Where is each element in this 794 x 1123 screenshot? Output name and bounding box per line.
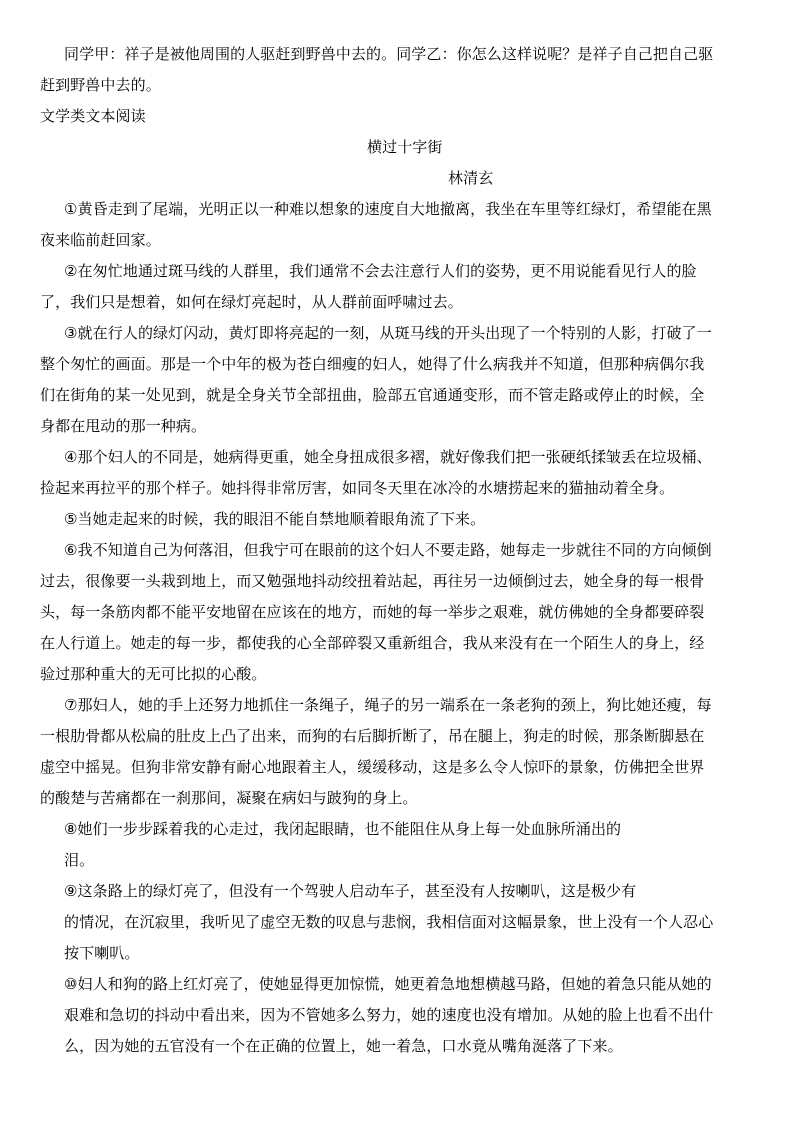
paragraph-line: 身都在甩动的那一种病。	[40, 417, 207, 435]
paragraph-line: 泪。	[64, 851, 95, 869]
paragraph-line: 按下喇叭。	[64, 944, 140, 962]
paragraph-line: ⑨这条路上的绿灯亮了，但没有一个驾驶人启动车子，甚至没有人按喇叭，这是极少有	[64, 882, 637, 900]
paragraph-line: 们在街角的某一处见到，就是全身关节全部扭曲，脸部五官通通变形，而不管走路或停止的时候，全	[40, 386, 705, 404]
paragraph-line: 的情况，在沉寂里，我听见了虚空无数的叹息与悲悯，我相信面对这幅景象，世上没有一个人忍心	[64, 913, 714, 931]
paragraph-line: ③就在行人的绿灯闪动，黄灯即将亮起的一刻，从斑马线的开头出现了一个特别的人影，打破了一	[64, 324, 712, 342]
paragraph-line: 的酸楚与苦痛都在一刹那间，凝聚在病妇与跛狗的身上。	[40, 789, 418, 807]
paragraph-line: ④那个妇人的不同是，她病得更重，她全身扭成很多褶，就好像我们把一张硬纸揉皱丢在垃圾桶、	[64, 448, 712, 466]
paragraph-line: ⑦那妇人，她的手上还努力地抓住一条绳子，绳子的另一端系在一条老狗的颈上，狗比她还瘦，每	[64, 696, 712, 714]
paragraph-line: ⑧她们一步步踩着我的心走过，我闭起眼睛，也不能阻住从身上每一处血脉所涌出的	[64, 820, 622, 838]
paragraph-line: ②在匆忙地通过斑马线的人群里，我们通常不会去注意行人们的姿势，更不用说能看见行人的脸	[64, 262, 697, 280]
paragraph-line: ⑤当她走起来的时候，我的眼泪不能自禁地顺着眼角流了下来。	[64, 510, 486, 528]
paragraph-line: 捡起来再拉平的那个样子。她抖得非常厉害，如同冬天里在冰冷的水塘捞起来的猫抽动着全身。	[40, 479, 675, 497]
paragraph-line: 一根肋骨都从松扁的肚皮上凸了出来，而狗的右后脚折断了，吊在腿上，狗走的时候，那条断脚悬在	[40, 727, 705, 745]
article-author: 林清玄	[448, 169, 494, 187]
paragraph-line: ①黄昏走到了尾端，光明正以一种难以想象的速度自大地撤离，我坐在车里等红绿灯，希望能在黑	[64, 200, 712, 218]
paragraph-line: 验过那种重大的无可比拟的心酸。	[40, 665, 267, 683]
paragraph-line: 了，我们只是想着，如何在绿灯亮起时，从人群前面呼啸过去。	[40, 293, 463, 311]
text-line: 赶到野兽中去的。	[40, 76, 161, 94]
paragraph-line: 整个匆忙的画面。那是一个中年的极为苍白细瘦的妇人，她得了什么病我并不知道，但那种病偶尔我	[40, 355, 705, 373]
text-line: 同学甲：祥子是被他周围的人驱赶到野兽中去的。同学乙：你怎么这样说呢？是祥子自己把自己驱	[64, 45, 714, 63]
paragraph-line: 么，因为她的五官没有一个在正确的位置上，她一着急，口水竟从嘴角涎落了下来。	[64, 1037, 623, 1055]
article-title: 横过十字街	[367, 138, 443, 156]
section-heading: 文学类文本阅读	[40, 107, 146, 125]
paragraph-line: ⑥我不知道自己为何落泪，但我宁可在眼前的这个妇人不要走路，她每走一步就往不同的方向倾倒	[64, 541, 712, 559]
paragraph-line: 夜来临前赶回家。	[40, 231, 161, 249]
paragraph-line: 头，每一条筋肉都不能平安地留在应该在的地方，而她的每一举步之艰难，就仿佛她的全身都要碎裂	[40, 603, 705, 621]
paragraph-line: ⑩妇人和狗的路上红灯亮了，使她显得更加惊慌，她更着急地想横越马路，但她的着急只能从她的	[64, 975, 712, 993]
paragraph-line: 过去，很像要一头栽到地上，而又勉强地抖动绞扭着站起，再往另一边倾倒过去，她全身的每一根骨	[40, 572, 705, 590]
paragraph-line: 虚空中摇晃。但狗非常安静有耐心地跟着主人，缓缓移动，这是多么令人惊吓的景象，仿佛把全世界	[40, 758, 705, 776]
paragraph-line: 艰难和急切的抖动中看出来，因为不管她多么努力，她的速度也没有增加。从她的脸上也看不出什	[64, 1006, 714, 1024]
paragraph-line: 在人行道上。她走的每一步，都使我的心全部碎裂又重新组合，我从来没有在一个陌生人的身上，经	[40, 634, 705, 652]
